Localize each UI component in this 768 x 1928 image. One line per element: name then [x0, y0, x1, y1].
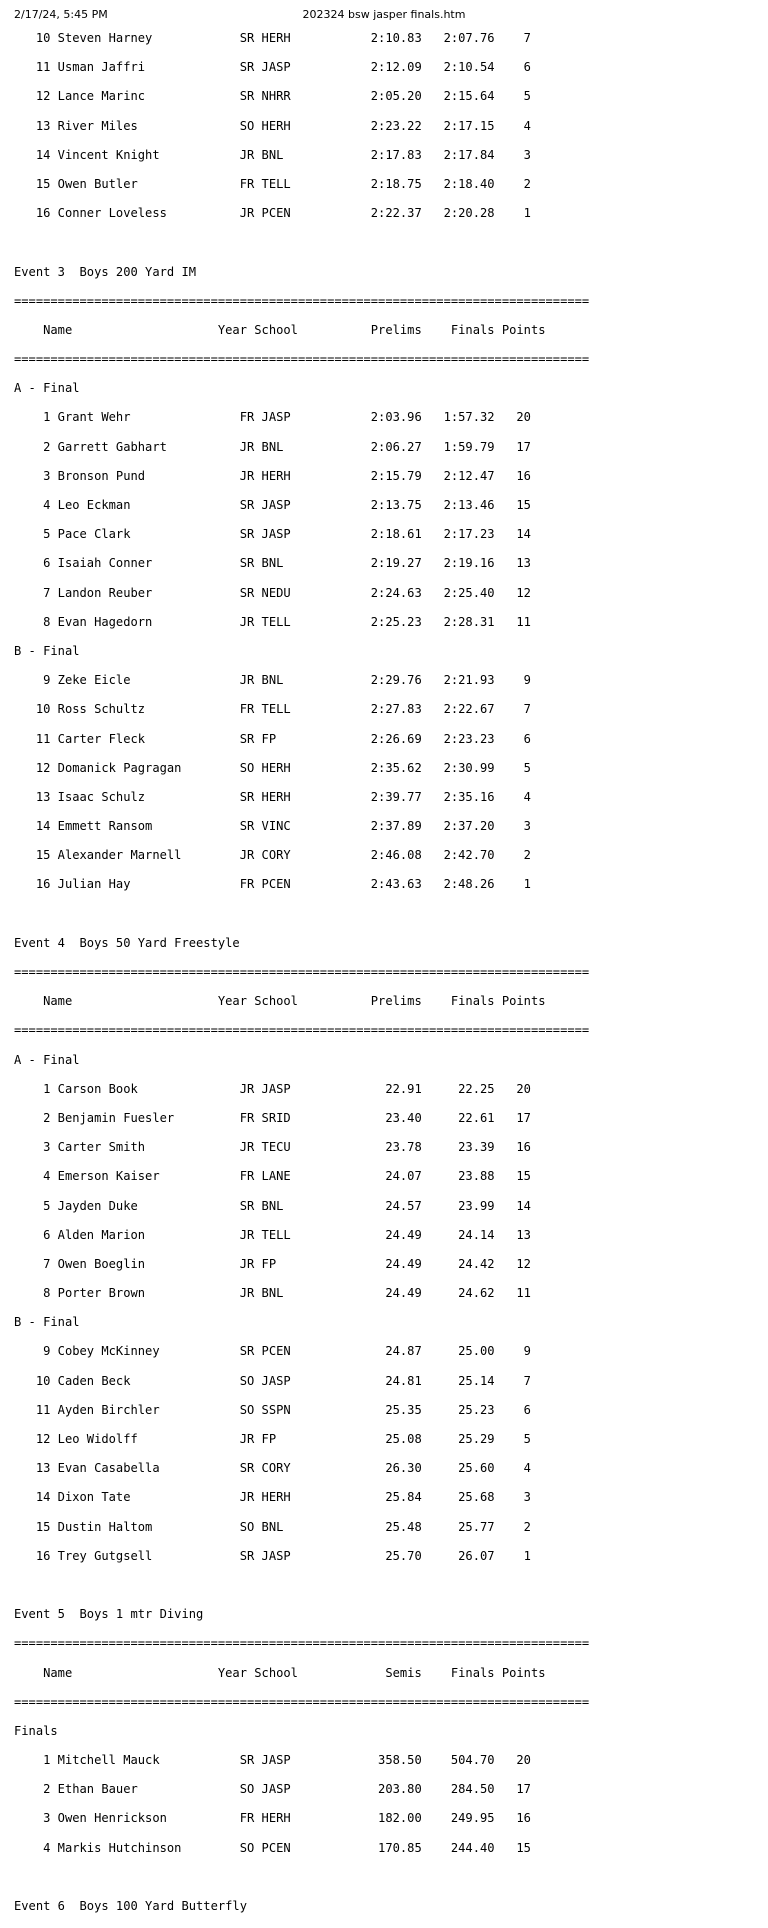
result-row: 11 Usman Jaffri SR JASP 2:12.09 2:10.54 6 [14, 60, 531, 75]
result-row: 1 Carson Book JR JASP 22.91 22.25 20 [14, 1081, 531, 1096]
rule-line: =============================================================================== [14, 1636, 590, 1651]
result-row: 16 Trey Gutgsell SR JASP 25.70 26.07 1 [14, 1548, 531, 1563]
result-row: 5 Jayden Duke SR BNL 24.57 23.99 14 [14, 1198, 531, 1213]
result-row: 3 Bronson Pund JR HERH 2:15.79 2:12.47 16 [14, 468, 531, 483]
section-heading: Finals [14, 1723, 58, 1738]
result-row: 15 Owen Butler FR TELL 2:18.75 2:18.40 2 [14, 176, 531, 191]
print-header-timestamp: 2/17/24, 5:45 PM [14, 8, 108, 21]
result-row: 4 Markis Hutchinson SO PCEN 170.85 244.40 15 [14, 1840, 531, 1855]
rule-line: =============================================================================== [14, 293, 590, 308]
result-row: 7 Owen Boeglin JR FP 24.49 24.42 12 [14, 1256, 531, 1271]
blank-line [14, 1578, 754, 1593]
section-heading: B - Final [14, 1315, 80, 1330]
result-row: 9 Zeke Eicle JR BNL 2:29.76 2:21.93 9 [14, 673, 531, 688]
result-row: 8 Evan Hagedorn JR TELL 2:25.23 2:28.31 11 [14, 614, 531, 629]
section-heading: A - Final [14, 381, 80, 396]
result-row: 10 Caden Beck SO JASP 24.81 25.14 7 [14, 1373, 531, 1388]
result-row: 2 Ethan Bauer SO JASP 203.80 284.50 17 [14, 1782, 531, 1797]
rule-line: =============================================================================== [14, 352, 590, 367]
blank-line [14, 907, 754, 922]
result-row: 14 Emmett Ransom SR VINC 2:37.89 2:37.20 3 [14, 819, 531, 834]
result-row: 12 Domanick Pagragan SO HERH 2:35.62 2:30.99 5 [14, 760, 531, 775]
result-row: 13 Evan Casabella SR CORY 26.30 25.60 4 [14, 1461, 531, 1476]
result-row: 13 River Miles SO HERH 2:23.22 2:17.15 4 [14, 118, 531, 133]
column-headers: Name Year School Prelims Finals Points [14, 322, 546, 337]
result-row: 9 Cobey McKinney SR PCEN 24.87 25.00 9 [14, 1344, 531, 1359]
result-row: 1 Mitchell Mauck SR JASP 358.50 504.70 20 [14, 1753, 531, 1768]
result-row: 4 Leo Eckman SR JASP 2:13.75 2:13.46 15 [14, 498, 531, 512]
column-headers: Name Year School Semis Finals Points [14, 1665, 546, 1680]
event-heading: Event 3 Boys 200 Yard IM [14, 264, 197, 279]
result-row: 4 Emerson Kaiser FR LANE 24.07 23.88 15 [14, 1169, 531, 1184]
result-row: 13 Isaac Schulz SR HERH 2:39.77 2:35.16 4 [14, 789, 531, 804]
result-row: 3 Owen Henrickson FR HERH 182.00 249.95 16 [14, 1811, 531, 1826]
result-row: 7 Landon Reuber SR NEDU 2:24.63 2:25.40 12 [14, 585, 531, 600]
blank-line [14, 235, 754, 250]
result-row: 2 Garrett Gabhart JR BNL 2:06.27 1:59.79 17 [14, 439, 531, 454]
result-row: 11 Ayden Birchler SO SSPN 25.35 25.23 6 [14, 1402, 531, 1417]
result-row: 15 Dustin Haltom SO BNL 25.48 25.77 2 [14, 1519, 531, 1534]
rule-line: =============================================================================== [14, 1023, 590, 1038]
result-row: 2 Benjamin Fuesler FR SRID 23.40 22.61 17 [14, 1110, 531, 1125]
result-row: 12 Lance Marinc SR NHRR 2:05.20 2:15.64 5 [14, 89, 531, 104]
print-header-right [564, 8, 754, 21]
result-row: 12 Leo Widolff JR FP 25.08 25.29 5 [14, 1432, 531, 1446]
blank-line [14, 1870, 754, 1885]
column-headers: Name Year School Prelims Finals Points [14, 994, 546, 1009]
result-row: 3 Carter Smith JR TECU 23.78 23.39 16 [14, 1140, 531, 1155]
result-row: 1 Grant Wehr FR JASP 2:03.96 1:57.32 20 [14, 410, 531, 425]
result-row: 11 Carter Fleck SR FP 2:26.69 2:23.23 6 [14, 731, 531, 746]
result-row: 10 Steven Harney SR HERH 2:10.83 2:07.76 7 [14, 31, 531, 45]
result-row: 16 Conner Loveless JR PCEN 2:22.37 2:20.28 1 [14, 206, 531, 221]
result-row: 6 Alden Marion JR TELL 24.49 24.14 13 [14, 1227, 531, 1242]
rule-line: =============================================================================== [14, 965, 590, 979]
event-heading: Event 4 Boys 50 Yard Freestyle [14, 935, 240, 950]
result-row: 10 Ross Schultz FR TELL 2:27.83 2:22.67 7 [14, 702, 531, 717]
print-header-filename: 202324 bsw jasper finals.htm [302, 8, 466, 21]
rule-line: =============================================================================== [14, 1694, 590, 1709]
section-heading: B - Final [14, 643, 80, 658]
section-heading: A - Final [14, 1052, 80, 1067]
event-heading: Event 6 Boys 100 Yard Butterfly [14, 1899, 247, 1913]
results-text [0, 31, 768, 1928]
result-row: 15 Alexander Marnell JR CORY 2:46.08 2:42.70 2 [14, 848, 531, 863]
result-row: 8 Porter Brown JR BNL 24.49 24.62 11 [14, 1286, 531, 1301]
event-heading: Event 5 Boys 1 mtr Diving [14, 1607, 204, 1622]
result-row: 5 Pace Clark SR JASP 2:18.61 2:17.23 14 [14, 527, 531, 542]
print-header [0, 8, 768, 21]
result-row: 14 Vincent Knight JR BNL 2:17.83 2:17.84 3 [14, 147, 531, 162]
result-row: 16 Julian Hay FR PCEN 2:43.63 2:48.26 1 [14, 877, 531, 892]
result-row: 14 Dixon Tate JR HERH 25.84 25.68 3 [14, 1490, 531, 1505]
result-row: 6 Isaiah Conner SR BNL 2:19.27 2:19.16 13 [14, 556, 531, 571]
